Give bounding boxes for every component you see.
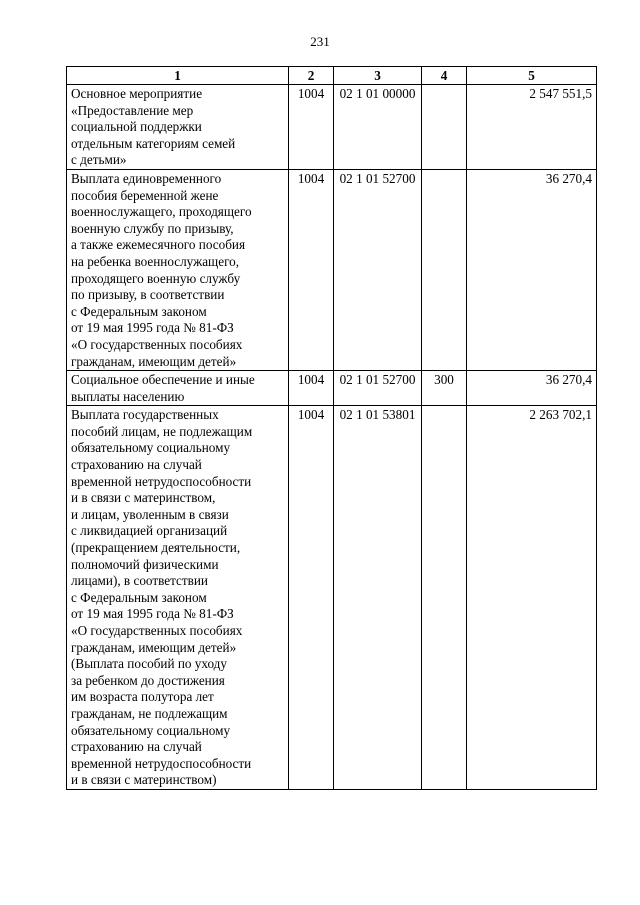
row-name: Основное мероприятие «Предоставление мер социальной поддержки отдельным категориям семей с детьми» [67, 85, 289, 170]
row-name: Выплата государственных пособий лицам, не подлежащим обязательному социальному страхованию на случай временной нетрудоспособности и в связи с материнством, и лицам, уволенным в связи с ликвидацией организаций (прекращением деятельности, полномочий физическими лицами), в соответствии с Федеральным законом от 19 мая 1995 года № 81-ФЗ «О государственных пособиях гражданам, имеющим детей» (Выплата пособий по уходу за ребенком до достижения им возраста полутора лет гражданам, не подлежащим обязательному социальному страхованию на случай временной нетрудоспособности и в связи с материнством) [67, 406, 289, 790]
table-header-row [67, 67, 597, 85]
row-type [422, 85, 467, 170]
page-number: 231 [310, 34, 330, 49]
row-code: 02 1 01 53801 [334, 406, 422, 790]
row-sum: 36 270,4 [467, 169, 597, 370]
column-header-name: 1 [67, 67, 289, 85]
column-header-type: 4 [422, 67, 467, 85]
row-type [422, 169, 467, 370]
row-sum: 2 263 702,1 [467, 406, 597, 790]
table-row [67, 406, 597, 790]
table-row [67, 85, 597, 170]
row-section: 1004 [289, 169, 334, 370]
row-type: 300 [422, 371, 467, 406]
row-section: 1004 [289, 371, 334, 406]
row-section: 1004 [289, 406, 334, 790]
row-section: 1004 [289, 85, 334, 170]
column-header-section: 2 [289, 67, 334, 85]
column-header-sum: 5 [467, 67, 597, 85]
row-code: 02 1 01 52700 [334, 371, 422, 406]
table-row [67, 169, 597, 370]
row-code: 02 1 01 52700 [334, 169, 422, 370]
table-row [67, 371, 597, 406]
row-code: 02 1 01 00000 [334, 85, 422, 170]
row-sum: 36 270,4 [467, 371, 597, 406]
row-name: Выплата единовременного пособия беременной жене военнослужащего, проходящего военную службу по призыву, а также ежемесячного пособия на ребенка военнослужащего, проходящего военную службу по призыву, в соответствии с Федеральным законом от 19 мая 1995 года № 81-ФЗ «О государственных пособиях гражданам, имеющим детей» [67, 169, 289, 370]
row-sum: 2 547 551,5 [467, 85, 597, 170]
row-name: Социальное обеспечение и иные выплаты населению [67, 371, 289, 406]
row-type [422, 406, 467, 790]
budget-table [66, 66, 597, 790]
column-header-code: 3 [334, 67, 422, 85]
